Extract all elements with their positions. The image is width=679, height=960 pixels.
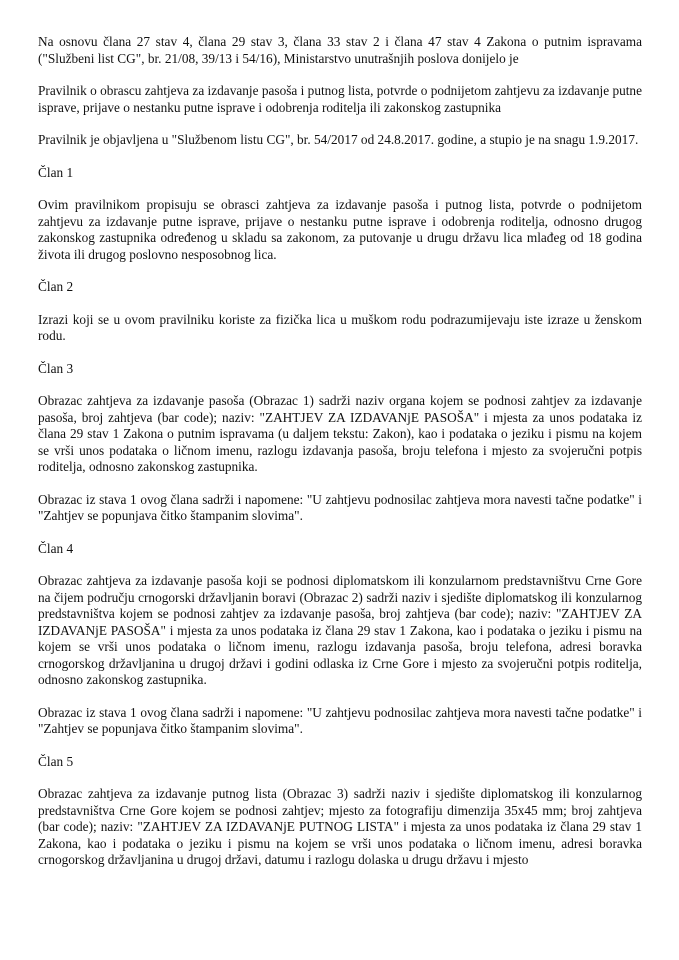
article-1-paragraph-1: Ovim pravilnikom propisuju se obrasci zahtjeva za izdavanje pasoša i putnog lista, potvrde o podnijetom zahtjevu za izdavanje putne isprave, prijave o nestanku putne isprave i odobrenja roditelja, odnosno drugog zakonskog zastupnika određenog u skladu sa zakonom, za putovanje u drugu državu lica mlađeg od 18 godina života ili drugog poslovno nesposobnog lica. — [38, 197, 642, 262]
article-1-heading: Član 1 — [38, 164, 74, 180]
intro-paragraph: Na osnovu člana 27 stav 4, člana 29 stav 3, člana 33 stav 2 i člana 47 stav 4 Zakona o putnim ispravama ("Službeni list CG", br. 21/08, 39/13 i 54/16), Ministarstvo unutrašnjih poslova donijelo je — [38, 34, 642, 66]
article-3-paragraph-1: Obrazac zahtjeva za izdavanje pasoša (Obrazac 1) sadrži naziv organa kojem se podnosi zahtjev za izdavanje pasoša, broj zahtjeva (bar code); naziv: "ZAHTJEV ZA IZDAVANjE PASOŠA" i mjesta za unos podataka iz člana 29 stav 1 Zakona o putnim ispravama (u daljem tekstu: Zakon), kao i podataka o jeziku i pismu na kojem se vrši unos podataka o ličnom imenu, razlogu izdavanja pasoša, broju telefona i mjesto za svojeručni potpis roditelja, odnosno zakonskog zastupnika. — [38, 393, 642, 474]
publication-note: Pravilnik je objavljena u "Službenom listu CG", br. 54/2017 od 24.8.2017. godine, a stupio je na snagu 1.9.2017. — [38, 132, 639, 147]
article-3-heading: Član 3 — [38, 360, 74, 376]
article-4-paragraph-2: Obrazac iz stava 1 ovog člana sadrži i napomene: "U zahtjevu podnosilac zahtjeva mora navesti tačne podatke" i "Zahtjev se popunjava čitko štampanim slovima". — [38, 704, 642, 736]
article-2-heading: Član 2 — [38, 279, 74, 294]
document-page — [38, 34, 642, 885]
article-5-heading: Član 5 — [38, 753, 74, 769]
document-title: Pravilnik o obrascu zahtjeva za izdavanje pasoša i putnog lista, potvrde o podnijetom zahtjevu za izdavanje putne isprave, prijave o nestanku putne isprave i odobrenja roditelja ili zakonskog zastupnika — [38, 83, 642, 115]
article-3-paragraph-2: Obrazac iz stava 1 ovog člana sadrži i napomene: "U zahtjevu podnosilac zahtjeva mora navesti tačne podatke" i "Zahtjev se popunjava čitko štampanim slovima". — [38, 491, 642, 523]
article-4-paragraph-1: Obrazac zahtjeva za izdavanje pasoša koji se podnosi diplomatskom ili konzularnom predstavništvu Crne Gore na čijem području crnogorski državljanin boravi (Obrazac 2) sadrži naziv i sjedište diplomatskog ili konzularnog predstavništva kojem se podnosi zahtjev za izdavanje pasoša, broj zahtjeva (bar code); naziv: "ZAHTJEV ZA IZDAVANjE PASOŠA" i mjesta za unos podataka iz člana 29 stav 1 Zakona, kao i podataka o jeziku i pismu na kojem se vrši unos podataka o ličnom imenu, razlogu izdavanja pasoša, broju telefona, adresi boravka crnogorskog državljanina u drugoj državi i godini odlaska iz Crne Gore i mjesto za svojeručni potpis roditelja, odnosno zakonskog zastupnika. — [38, 573, 642, 687]
article-2-paragraph-1: Izrazi koji se u ovom pravilniku koriste za fizička lica u muškom rodu podrazumijevaju iste izraze u ženskom rodu. — [38, 311, 642, 343]
article-5-paragraph-1: Obrazac zahtjeva za izdavanje putnog lista (Obrazac 3) sadrži naziv i sjedište diplomatskog ili konzularnog predstavništva Crne Gore kojem se podnosi zahtjev; mjesto za fotografiju dimenzija 35x45 mm; broj zahtjeva (bar code); naziv: "ZAHTJEV ZA IZDAVANjE PUTNOG LISTA" i mjesta za unos podataka iz člana 29 stav 1 Zakona, kao i podataka o jeziku i pismu na kojem se vrši unos podataka o ličnom imenu, adresi boravka crnogorskog državljanina u drugoj državi, datumu i razlogu dolaska u drugu državu i mjesto — [38, 786, 642, 867]
article-4-heading: Član 4 — [38, 540, 74, 556]
